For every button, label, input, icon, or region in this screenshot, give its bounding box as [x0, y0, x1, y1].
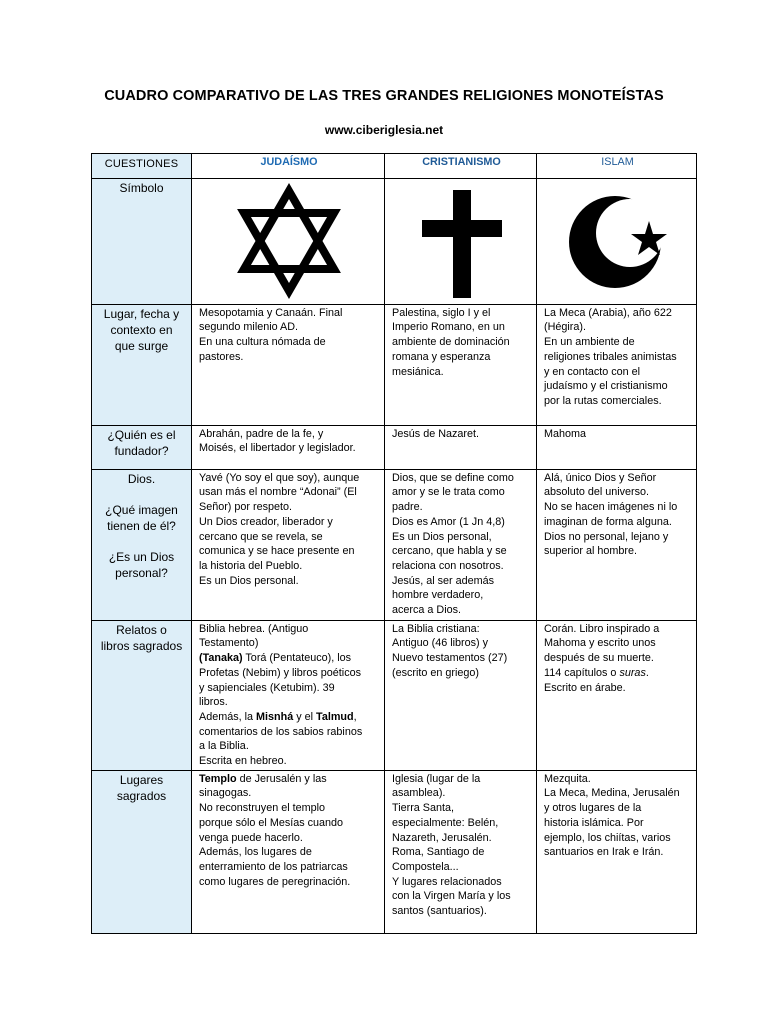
cell-lugar-judaismo: Mesopotamia y Canaán. Final segundo milenio AD. En una cultura nómada de pastores.: [192, 304, 385, 425]
corner-label-cell: [92, 154, 192, 179]
cell-lugares-cristianismo: Iglesia (lugar de la asamblea). Tierra Santa, especialmente: Belén, Nazareth, Jerusalén. Roma, Santiago de Compostela... Y lugares relacionados con la Virgen María y los santos (santuarios).: [385, 770, 537, 933]
latin-cross-icon: [412, 183, 512, 299]
row-lugares-sagrados: [92, 770, 697, 933]
cell-lugar-islam: La Meca (Arabia), año 622 (Hégira). En un ambiente de religiones tribales animistas y en contacto con el judaísmo y el cristianismo por la rutas comerciales.: [537, 304, 697, 425]
question-lugares-sagrados: Lugares sagrados: [92, 770, 192, 933]
cell-fundador-judaismo: Abrahán, padre de la fe, y Moisés, el libertador y legislador.: [192, 425, 385, 469]
question-relatos: Relatos o libros sagrados: [92, 620, 192, 770]
religion-header-christianity: [385, 154, 537, 179]
question-symbol: Símbolo: [92, 179, 192, 305]
cell-relatos-judaismo: Biblia hebrea. (Antiguo Testamento) (Tanaka) Torá (Pentateuco), los Profetas (Nebim) y libros poéticos y sapienciales (Ketubim). 39 libros. Además, la Misnhá y el Talmud, comentarios de los sabios rabinos a la Biblia. Escrita en hebreo.: [192, 620, 385, 770]
cell-dios-islam: Alá, único Dios y Señor absoluto del universo. No se hacen imágenes ni lo imaginan de forma alguna. Dios no personal, lejano y superior al hombre.: [537, 469, 697, 620]
cell-relatos-cristianismo: La Biblia cristiana: Antiguo (46 libros) y Nuevo testamentos (27) (escrito en griego): [385, 620, 537, 770]
symbol-cell-islam: [537, 179, 697, 305]
star-of-david-icon: [234, 183, 344, 299]
cell-lugares-islam: Mezquita. La Meca, Medina, Jerusalén y otros lugares de la historia islámica. Por ejemplo, los chiítas, varios santuarios en Irak e Irán.: [537, 770, 697, 933]
symbol-cell-judaism: [192, 179, 385, 305]
cell-dios-judaismo: Yavé (Yo soy el que soy), aunque usan más el nombre “Adonai” (El Señor) por respeto. Un Dios creador, liberador y cercano que se revela, se comunica y se hace presente en la historia del Pueblo. Es un Dios personal.: [192, 469, 385, 620]
corner-label: CUESTIONES: [104, 158, 179, 170]
website-url[interactable]: www.ciberiglesia.net: [324, 123, 444, 137]
cell-dios-cristianismo: Dios, que se define como amor y se le trata como padre. Dios es Amor (1 Jn 4,8) Es un Dios personal, cercano, que habla y se relaciona con nosotros. Jesús, al ser además hombre verdadero, acerca a Dios.: [385, 469, 537, 620]
symbol-cell-christianity: [385, 179, 537, 305]
religion-name-islam: ISLAM: [601, 156, 634, 168]
question-lugar: Lugar, fecha y contexto en que surge: [92, 304, 192, 425]
cell-lugares-judaismo: Templo de Jerusalén y las sinagogas. No reconstruyen el templo porque sólo el Mesías cuando venga puede hacerlo. Además, los lugares de enterramiento de los patriarcas como lugares de peregrinación.: [192, 770, 385, 933]
religion-header-islam: [537, 154, 697, 179]
question-fundador: ¿Quién es el fundador?: [92, 425, 192, 469]
cell-relatos-islam: Corán. Libro inspirado a Mahoma y escrito unos después de su muerte. 114 capítulos o suras. Escrito en árabe.: [537, 620, 697, 770]
cell-fundador-cristianismo: Jesús de Nazaret.: [385, 425, 537, 469]
row-lugar: [92, 304, 697, 425]
religion-name-judaism: JUDAÍSMO: [260, 156, 318, 168]
row-dios: [92, 469, 697, 620]
comparison-table: [91, 153, 697, 934]
symbol-row: [92, 179, 697, 305]
crescent-and-star-icon: [563, 183, 673, 299]
cell-lugar-cristianismo: Palestina, siglo I y el Imperio Romano, en un ambiente de dominación romana y esperanza mesiánica.: [385, 304, 537, 425]
religion-name-christianity: CRISTIANISMO: [422, 156, 501, 168]
document-title: CUADRO COMPARATIVO DE LAS TRES GRANDES RELIGIONES MONOTEÍSTAS: [104, 88, 664, 104]
row-fundador: [92, 425, 697, 469]
religion-header-judaism: [192, 154, 385, 179]
cell-fundador-islam: Mahoma: [537, 425, 697, 469]
header-row: [92, 154, 697, 179]
row-relatos: [92, 620, 697, 770]
question-dios: Dios. ¿Qué imagen tienen de él? ¿Es un Dios personal?: [92, 469, 192, 620]
